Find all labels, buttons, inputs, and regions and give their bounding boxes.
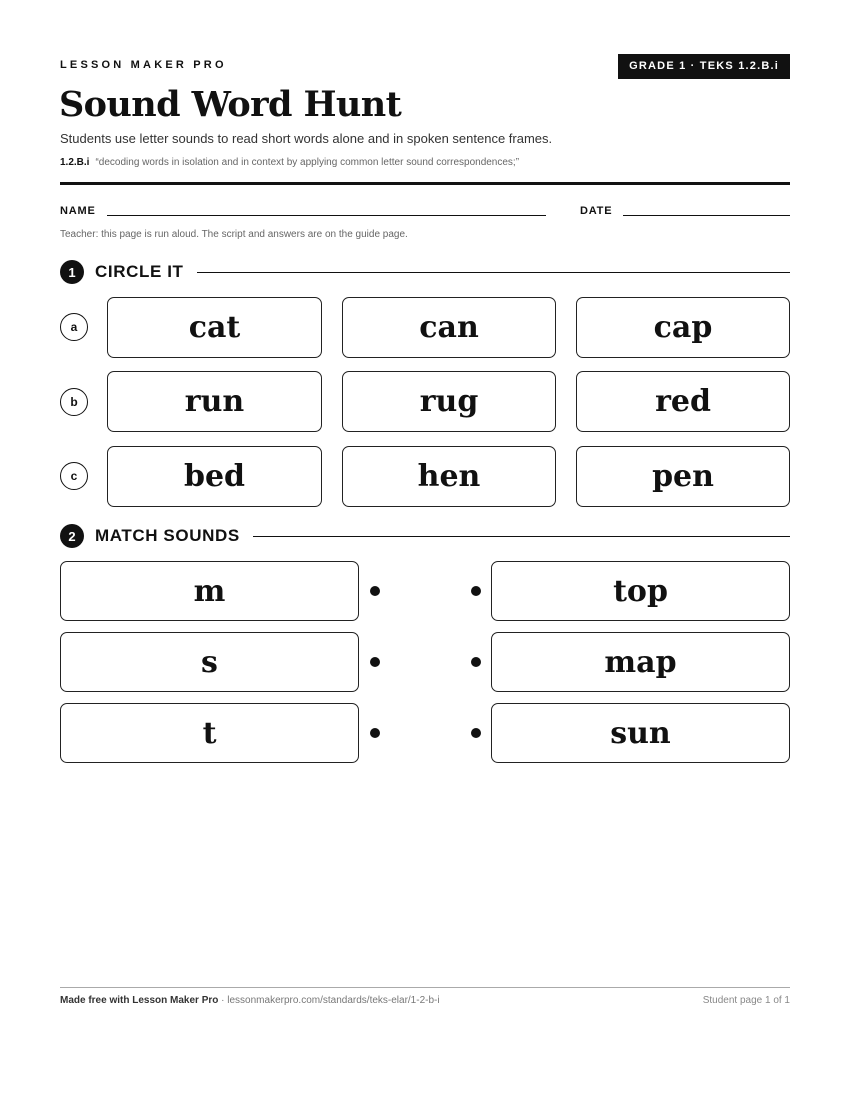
header-divider	[60, 182, 790, 185]
word-card[interactable]: run	[107, 371, 322, 432]
section-rule	[197, 272, 790, 273]
match-dot-right[interactable]	[471, 657, 481, 667]
row-letter-c: c	[60, 462, 88, 490]
footer-page-number: Student page 1 of 1	[702, 995, 790, 1006]
match-dot-right[interactable]	[471, 728, 481, 738]
date-field[interactable]	[623, 215, 790, 216]
section-number: 1	[60, 260, 84, 284]
word-card[interactable]: cat	[107, 297, 322, 358]
section-circle-it-header	[60, 260, 790, 284]
match-dot-right[interactable]	[471, 586, 481, 596]
match-dot-left[interactable]	[370, 586, 380, 596]
footer-made-with: Made free with Lesson Maker Pro	[60, 995, 219, 1006]
word-card[interactable]: pen	[576, 446, 790, 507]
word-card[interactable]: red	[576, 371, 790, 432]
section-rule	[253, 536, 790, 537]
match-dot-left[interactable]	[370, 657, 380, 667]
footer-divider	[60, 987, 790, 988]
standard-line	[60, 157, 519, 168]
word-card[interactable]: top	[491, 561, 790, 621]
word-card[interactable]: cap	[576, 297, 790, 358]
word-card[interactable]: hen	[342, 446, 556, 507]
section-title: MATCH SOUNDS	[95, 526, 240, 545]
footer-url: · lessonmakerpro.com/standards/teks-elar/1-2-b-i	[218, 995, 440, 1006]
page-title: Sound Word Hunt	[59, 84, 402, 125]
grade-badge: GRADE 1 · TEKS 1.2.B.i	[618, 54, 790, 79]
word-card[interactable]: bed	[107, 446, 322, 507]
page-subtitle: Students use letter sounds to read short words alone and in spoken sentence frames.	[60, 131, 553, 146]
match-dot-left[interactable]	[370, 728, 380, 738]
date-label: DATE	[580, 205, 613, 217]
word-card[interactable]: can	[342, 297, 556, 358]
brand-name: LESSON MAKER PRO	[60, 59, 227, 71]
word-card[interactable]: rug	[342, 371, 556, 432]
standard-text: “decoding words in isolation and in context by applying common letter sound correspondences;”	[95, 157, 520, 168]
section-match-sounds-header	[60, 524, 790, 548]
word-card[interactable]: sun	[491, 703, 790, 763]
sound-card[interactable]: t	[60, 703, 359, 763]
teacher-note: Teacher: this page is run aloud. The script and answers are on the guide page.	[60, 229, 408, 240]
standard-code: 1.2.B.i	[60, 157, 90, 168]
name-field[interactable]	[107, 215, 546, 216]
footer-credit	[60, 995, 440, 1006]
section-number: 2	[60, 524, 84, 548]
section-title: CIRCLE IT	[95, 262, 184, 281]
sound-card[interactable]: m	[60, 561, 359, 621]
row-letter-b: b	[60, 388, 88, 416]
row-letter-a: a	[60, 313, 88, 341]
name-label: NAME	[60, 205, 96, 217]
word-card[interactable]: map	[491, 632, 790, 692]
sound-card[interactable]: s	[60, 632, 359, 692]
